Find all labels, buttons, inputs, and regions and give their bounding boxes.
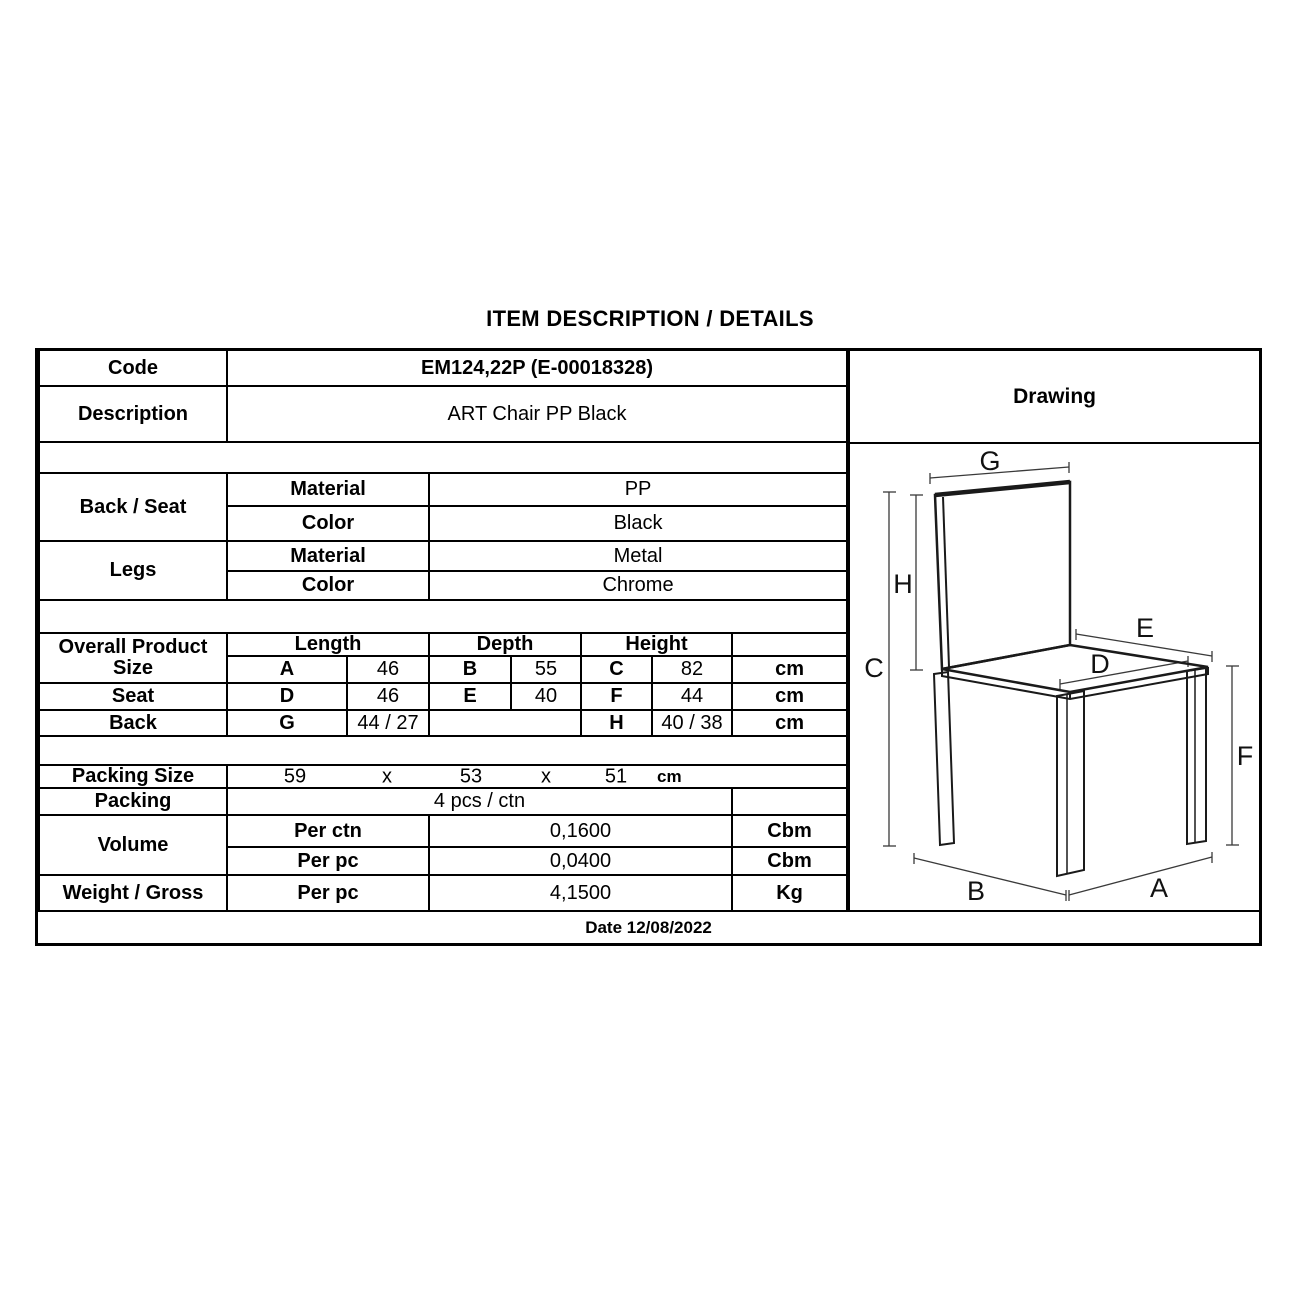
dim-label-f: F (1236, 741, 1254, 771)
seat-label: Seat (39, 683, 227, 710)
back-seat-label: Back / Seat (39, 473, 227, 541)
col-header-unit-empty (732, 633, 847, 656)
back-size-row (39, 710, 847, 736)
dim-label-a: A (1150, 873, 1169, 903)
packing-size-separator: x (541, 765, 551, 787)
overall-product-line1: Overall Product (58, 636, 208, 658)
drawing-canvas (850, 444, 1259, 910)
volume-per-pc-unit: Cbm (732, 847, 847, 875)
col-header-length: Length (227, 633, 429, 656)
legs-color-value: Chrome (429, 571, 847, 600)
chair-seat (942, 645, 1208, 692)
packing-label: Packing (39, 788, 227, 815)
dim-key-e: E (429, 683, 511, 710)
code-label: Code (39, 351, 227, 386)
dim-value-h: 40 / 38 (652, 710, 732, 736)
unit-cm: cm (732, 656, 847, 683)
dim-label-g: G (979, 446, 1001, 476)
dim-label-b: B (967, 876, 986, 906)
legs-material-row (39, 541, 847, 571)
spacer-row (39, 736, 847, 765)
dim-value-c: 82 (652, 656, 732, 683)
packing-size-unit: cm (657, 766, 682, 786)
back-seat-material-row (39, 473, 847, 506)
volume-per-ctn-unit: Cbm (732, 815, 847, 847)
weight-row (39, 875, 847, 910)
volume-per-pc-label: Per pc (227, 847, 429, 875)
col-header-depth: Depth (429, 633, 581, 656)
weight-label: Weight / Gross (39, 875, 227, 910)
packing-size-separator: x (382, 765, 392, 787)
packing-size-value-3: 51 (604, 765, 628, 787)
legs-material-label: Material (227, 541, 429, 571)
dim-value-b: 55 (511, 656, 581, 683)
spacer-row (39, 442, 847, 473)
packing-size-values (227, 765, 847, 788)
dim-key-b: B (429, 656, 511, 683)
volume-per-ctn-value: 0,1600 (429, 815, 732, 847)
overall-product-line2: Size (112, 657, 154, 679)
packing-unit-empty (732, 788, 847, 815)
dim-line-a (1069, 857, 1212, 895)
unit-cm: cm (732, 710, 847, 736)
drawing-title: Drawing (850, 351, 1259, 444)
legs-material-value: Metal (429, 541, 847, 571)
size-header-row (39, 633, 847, 656)
chair-leg-front (1057, 691, 1084, 876)
volume-per-pc-value: 0,0400 (429, 847, 732, 875)
dim-label-c: C (864, 653, 884, 683)
dim-line-b (914, 858, 1066, 895)
weight-per-pc-label: Per pc (227, 875, 429, 910)
chair-seat-thickness (942, 667, 1208, 699)
chair-back-panel (935, 482, 1070, 669)
back-seat-color-label: Color (227, 506, 429, 541)
packing-value: 4 pcs / ctn (227, 788, 732, 815)
dim-key-d: D (227, 683, 347, 710)
weight-per-pc-value: 4,1500 (429, 875, 732, 910)
back-seat-material-label: Material (227, 473, 429, 506)
dim-key-h: H (581, 710, 652, 736)
chair-back-side-edge (943, 497, 949, 667)
packing-size-value-1: 59 (283, 765, 307, 787)
col-header-height: Height (581, 633, 732, 656)
back-label: Back (39, 710, 227, 736)
dim-value-a: 46 (347, 656, 429, 683)
dim-value-e: 40 (511, 683, 581, 710)
dim-value-d: 46 (347, 683, 429, 710)
details-table (38, 351, 848, 910)
packing-row (39, 788, 847, 815)
back-seat-color-value: Black (429, 506, 847, 541)
description-row (39, 386, 847, 442)
code-row (39, 351, 847, 386)
code-value: EM124,22P (E-00018328) (227, 351, 847, 386)
legs-color-label: Color (227, 571, 429, 600)
description-label: Description (39, 386, 227, 442)
chair-leg-right (1187, 668, 1206, 844)
chair-shape (934, 482, 1208, 876)
back-seat-material-value: PP (429, 473, 847, 506)
chair-back-top-edge (935, 482, 1070, 495)
dim-label-e: E (1136, 613, 1155, 643)
volume-label: Volume (39, 815, 227, 875)
dim-label-h: H (893, 569, 913, 599)
spec-sheet (35, 348, 1262, 946)
date-text: Date 12/08/2022 (585, 917, 712, 937)
unit-cm: cm (732, 683, 847, 710)
sheet-body (38, 351, 1259, 910)
packing-size-label: Packing Size (39, 765, 227, 788)
spacer-row (39, 600, 847, 633)
chair-leg-back-left (934, 672, 954, 845)
description-value: ART Chair PP Black (227, 386, 847, 442)
dim-key-g: G (227, 710, 347, 736)
page-title: ITEM DESCRIPTION / DETAILS (486, 306, 814, 331)
drawing-panel (848, 351, 1259, 910)
chair-technical-drawing (850, 444, 1257, 910)
dim-key-a: A (227, 656, 347, 683)
dim-label-d: D (1090, 649, 1110, 679)
date-row (38, 910, 1259, 943)
legs-label: Legs (39, 541, 227, 600)
dim-value-g: 44 / 27 (347, 710, 429, 736)
seat-size-row (39, 683, 847, 710)
weight-unit: Kg (732, 875, 847, 910)
dim-key-f: F (581, 683, 652, 710)
dim-key-c: C (581, 656, 652, 683)
volume-per-ctn-row (39, 815, 847, 847)
dim-value-f: 44 (652, 683, 732, 710)
overall-product-size-label (39, 633, 227, 683)
volume-per-ctn-label: Per ctn (227, 815, 429, 847)
packing-size-row (39, 765, 847, 788)
packing-size-value-2: 53 (459, 765, 483, 787)
back-depth-empty (429, 710, 581, 736)
